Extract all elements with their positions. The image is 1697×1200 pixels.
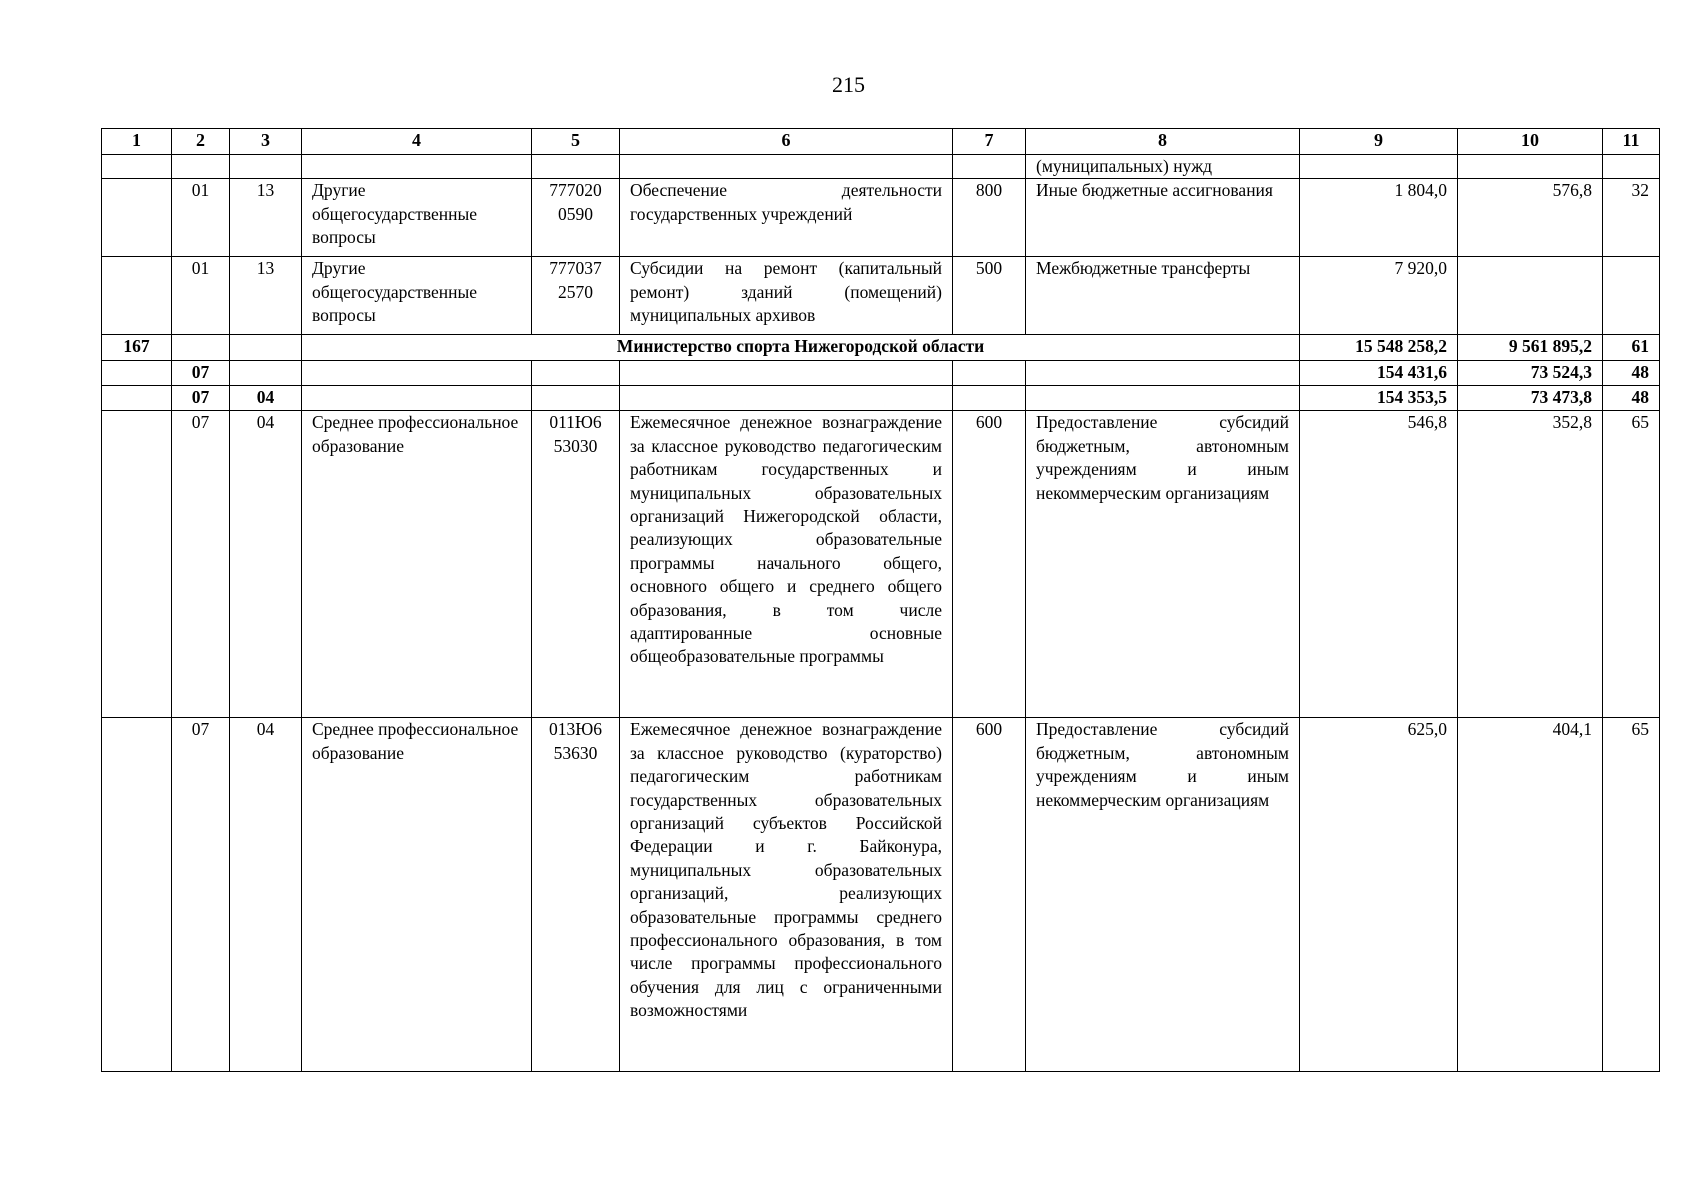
target-article-name: Обеспечение деятельности государственных учреждений xyxy=(620,179,953,257)
target-article-code: 011Ю6 53030 xyxy=(532,411,620,718)
subsection-code: 04 xyxy=(230,718,302,1072)
percent-col11: 32 xyxy=(1603,179,1660,257)
amount-col9: 546,8 xyxy=(1300,411,1458,718)
ministry-row xyxy=(102,335,1660,361)
target-article-name: Субсидии на ремонт (капитальный ремонт) зданий (помещений) муниципальных архивов xyxy=(620,257,953,335)
percent-col11 xyxy=(1603,257,1660,335)
header-cell: 6 xyxy=(620,129,953,155)
target-article-name: Ежемесячное денежное вознаграждение за классное руководство педагогическим работникам государственных и муниципальных образовательных организаций Нижегородской области, реализующих образовательные программы начального общего, основного общего и среднего общего образования, в том числе адаптированные основные общеобразовательные программы xyxy=(620,411,953,718)
amount-col10: 73 524,3 xyxy=(1458,361,1603,386)
header-cell: 11 xyxy=(1603,129,1660,155)
percent-col11: 48 xyxy=(1603,361,1660,386)
amount-col10: 9 561 895,2 xyxy=(1458,335,1603,361)
section-code: 07 xyxy=(172,411,230,718)
expense-type-name: Иные бюджетные ассигнования xyxy=(1026,179,1300,257)
subsection-code: 13 xyxy=(230,179,302,257)
header-cell: 5 xyxy=(532,129,620,155)
expense-type-name: Предоставление субсидий бюджетным, автономным учреждениям и иным некоммерческим организациям xyxy=(1026,411,1300,718)
budget-table xyxy=(101,128,1660,1072)
percent-col11: 61 xyxy=(1603,335,1660,361)
header-row xyxy=(102,129,1660,155)
target-article-code: 777037 2570 xyxy=(532,257,620,335)
expense-type-code: 500 xyxy=(953,257,1026,335)
amount-col10 xyxy=(1458,257,1603,335)
subsection-code: 04 xyxy=(230,386,302,411)
subsection-total-row xyxy=(102,386,1660,411)
expense-type-cell: (муниципальных) нужд xyxy=(1026,155,1300,179)
expense-type-code: 600 xyxy=(953,411,1026,718)
ministry-code: 167 xyxy=(102,335,172,361)
percent-col11: 65 xyxy=(1603,411,1660,718)
subsection-code: 13 xyxy=(230,257,302,335)
target-article-code: 777020 0590 xyxy=(532,179,620,257)
header-cell: 9 xyxy=(1300,129,1458,155)
header-cell: 4 xyxy=(302,129,532,155)
amount-col9: 15 548 258,2 xyxy=(1300,335,1458,361)
amount-col9: 7 920,0 xyxy=(1300,257,1458,335)
ministry-title: Министерство спорта Нижегородской области xyxy=(302,335,1300,361)
header-cell: 7 xyxy=(953,129,1026,155)
header-cell: 3 xyxy=(230,129,302,155)
page-number: 215 xyxy=(832,72,865,97)
subsection-name: Другие общегосударственные вопросы xyxy=(302,179,532,257)
header-cell: 2 xyxy=(172,129,230,155)
table-row xyxy=(102,411,1660,718)
table-row xyxy=(102,155,1660,179)
table-row xyxy=(102,257,1660,335)
section-code: 01 xyxy=(172,257,230,335)
amount-col9: 154 353,5 xyxy=(1300,386,1458,411)
header-cell: 1 xyxy=(102,129,172,155)
expense-type-name: Межбюджетные трансферты xyxy=(1026,257,1300,335)
amount-col10: 404,1 xyxy=(1458,718,1603,1072)
percent-col11: 48 xyxy=(1603,386,1660,411)
subsection-name: Среднее профессиональное образование xyxy=(302,718,532,1072)
section-code: 07 xyxy=(172,386,230,411)
subsection-name: Среднее профессиональное образование xyxy=(302,411,532,718)
section-code: 07 xyxy=(172,718,230,1072)
subsection-name: Другие общегосударственные вопросы xyxy=(302,257,532,335)
amount-col10: 352,8 xyxy=(1458,411,1603,718)
section-code: 07 xyxy=(172,361,230,386)
amount-col10: 73 473,8 xyxy=(1458,386,1603,411)
percent-col11: 65 xyxy=(1603,718,1660,1072)
header-cell: 10 xyxy=(1458,129,1603,155)
target-article-code: 013Ю6 53630 xyxy=(532,718,620,1072)
target-article-name: Ежемесячное денежное вознаграждение за классное руководство (кураторство) педагогическим работникам государственных образовательных организаций субъектов Российской Федерации и г. Байконура, муниципальных образовательных организаций, реализующих образовательные программы среднего профессионального образования, в том числе программы профессионального обучения для лиц с ограниченными возможностями xyxy=(620,718,953,1072)
section-total-row xyxy=(102,361,1660,386)
expense-type-code: 600 xyxy=(953,718,1026,1072)
amount-col9: 625,0 xyxy=(1300,718,1458,1072)
expense-type-name: Предоставление субсидий бюджетным, автономным учреждениям и иным некоммерческим организациям xyxy=(1026,718,1300,1072)
amount-col9: 1 804,0 xyxy=(1300,179,1458,257)
header-cell: 8 xyxy=(1026,129,1300,155)
table-row xyxy=(102,718,1660,1072)
table-row xyxy=(102,179,1660,257)
section-code: 01 xyxy=(172,179,230,257)
expense-type-code: 800 xyxy=(953,179,1026,257)
subsection-code: 04 xyxy=(230,411,302,718)
amount-col9: 154 431,6 xyxy=(1300,361,1458,386)
amount-col10: 576,8 xyxy=(1458,179,1603,257)
